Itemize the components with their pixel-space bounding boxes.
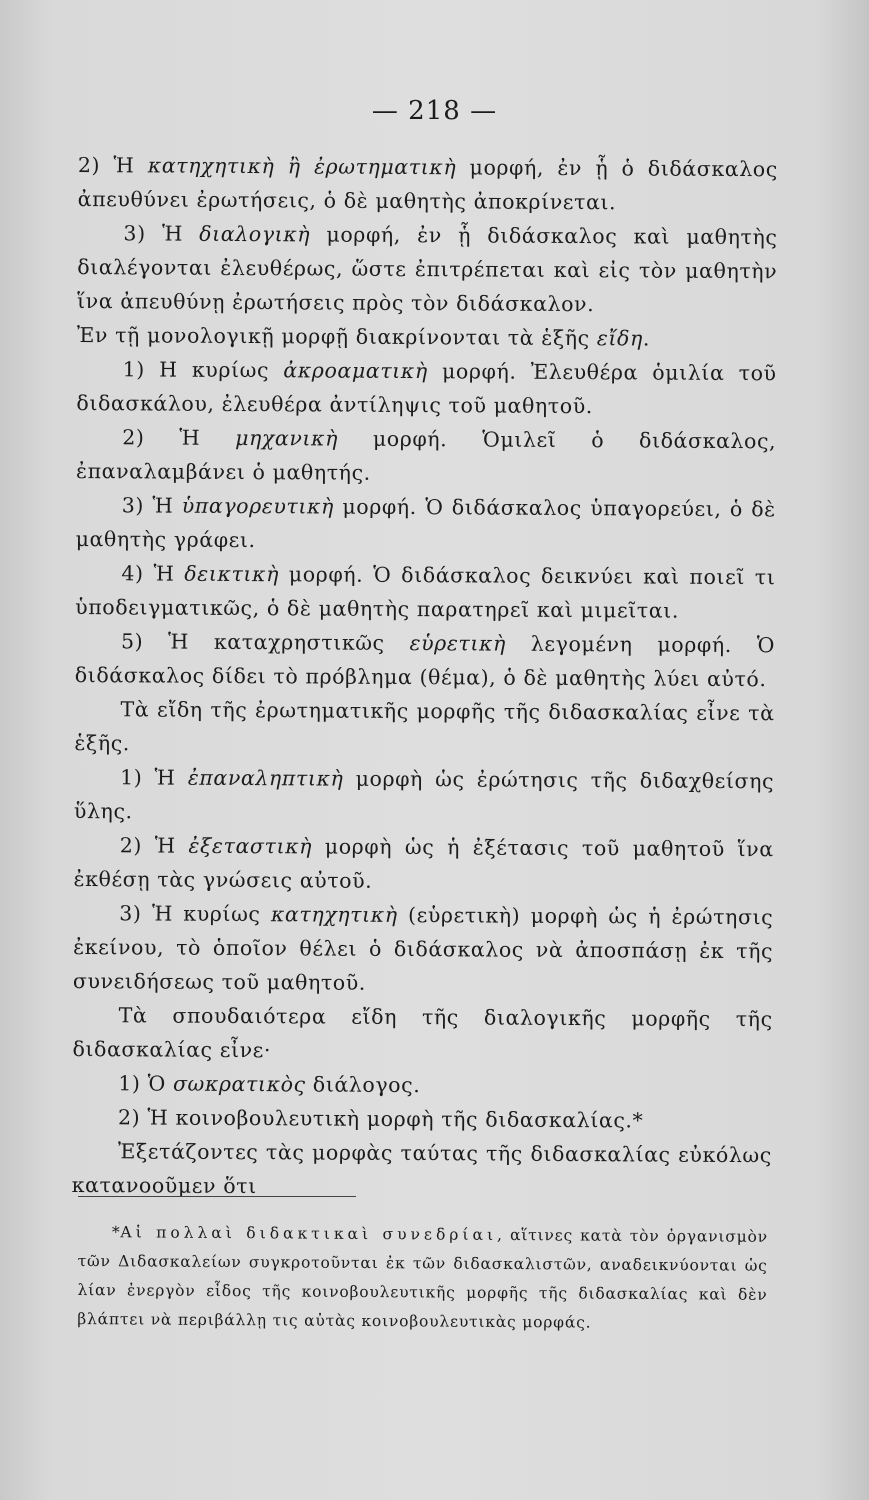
italic-term: κατηχητικὴ ἢ ἐρωτηματικὴ — [147, 153, 457, 180]
paragraph-13 — [72, 998, 772, 1070]
footnote-spaced-text: Αἱ πολλαὶ διδακτικαὶ συνεδρίαι — [120, 1223, 498, 1244]
italic-term: μηχανικὴ — [235, 425, 339, 451]
paragraph-14 — [72, 1066, 772, 1104]
paragraph-5 — [76, 420, 776, 492]
main-text — [72, 148, 778, 1206]
text-run: 4) Ἡ — [121, 561, 185, 586]
text-run: 2) Ἡ — [122, 425, 236, 450]
paragraph-3 — [77, 318, 777, 356]
paragraph-9 — [74, 692, 774, 764]
text-run: λεγομένη μορφή. Ὁ διδάσκαλος δίδει τὸ πρόβλημα (θέμα), ὁ δὲ μαθητὴς λύει αὐτό. — [74, 631, 776, 692]
text-run: μορφή, ἐν ᾗ ὁ διδάσκαλος ἀπευθύνει ἐρωτήσεις, ὁ δὲ μαθητὴς ἀποκρίνεται. — [77, 155, 778, 215]
text-run: μορφὴ ὡς ἡ ἐξέτασις τοῦ μαθητοῦ ἵνα ἐκθέσῃ τὰς γνώσεις αὐτοῦ. — [73, 834, 774, 893]
page-number: — 218 — — [371, 96, 498, 126]
text-run: 2) Ἡ — [119, 833, 189, 858]
italic-term: κατηχητικὴ — [270, 902, 398, 927]
paragraph-2 — [77, 216, 778, 322]
text-run: 3) Ἡ κυρίως — [119, 901, 272, 927]
text-run: μορφή. Ὁ διδάσκαλος δεικνύει καὶ ποιεῖ τι ὑποδειγματικῶς, ὁ δὲ μαθητὴς παρατηρεῖ καὶ μιμεῖται. — [75, 562, 776, 623]
footnote — [77, 1218, 768, 1339]
text-run: μορφή, ἐν ᾗ διδάσκαλος καὶ μαθητὴς διαλέγονται ἐλευθέρως, ὥστε ἐπιτρέπεται καὶ εἰς τὸν μαθητὴν ἵνα ἀπευθύνῃ ἐρωτήσεις πρὸς τὸν διδάσκαλον. — [76, 222, 778, 317]
text-run: μορφή. Ὁ διδάσκαλος ὑπαγορεύει, ὁ δὲ μαθητὴς γράφει. — [75, 494, 776, 553]
text-run: μορφή. Ἐλευθέρα ὁμιλία τοῦ διδασκάλου, ἐλευθέρα ἀντίληψις τοῦ μαθητοῦ. — [76, 359, 777, 419]
paragraph-10 — [74, 760, 774, 832]
italic-term: εὑρετικὴ — [409, 631, 507, 656]
text-run: 3) Ἡ — [123, 221, 200, 246]
italic-term: σωκρατικὸς — [172, 1071, 306, 1097]
italic-term: ἐπαναληπτικὴ — [187, 765, 344, 791]
paragraph-12 — [73, 896, 774, 1002]
italic-term: δεικτικὴ — [184, 561, 280, 587]
text-run: 3) Ἡ — [121, 493, 182, 518]
text-run: (εὑρετικὴ) μορφὴ ὡς ἡ ἐρώτησις ἐκείνου, τὸ ὁποῖον θέλει ὁ διδάσκαλος νὰ ἀποσπάσῃ ἐκ τῆς συνειδήσεως τοῦ μαθητοῦ. — [72, 902, 774, 995]
text-run: 5) Ἡ καταχρηστικῶς — [120, 629, 410, 656]
text-run: 1) Ὁ — [118, 1071, 174, 1096]
text-run: 1) Ἡ — [120, 765, 188, 790]
paragraph-11 — [73, 828, 773, 900]
text-run: Τὰ εἴδη τῆς ἐρωτηματικῆς μορφῆς τῆς διδασκαλίας εἶνε τὰ ἑξῆς. — [74, 697, 775, 756]
italic-term: ἐξεταστικὴ — [188, 833, 313, 859]
text-run: μορφὴ ὡς ἐρώτησις τῆς διδαχθείσης ὕλης. — [73, 766, 775, 824]
italic-term: διαλογικὴ — [199, 221, 311, 247]
text-run: Τὰ σπουδαιότερα εἴδη τῆς διαλογικῆς μορφῆς τῆς διδασκαλίας εἶνε· — [72, 1003, 773, 1063]
italic-term: εἴδη — [596, 326, 643, 351]
text-run: 1) Η κυρίως — [122, 357, 284, 383]
paragraph-1 — [78, 148, 778, 220]
footnote-text: , αἵτινες κατὰ τὸν ὀργανισμὸν τῶν Διδασκαλείων συγκροτοῦνται ἐκ τῶν διδασκαλιστῶν, αναδεικνύονται ὡς λίαν ἐνεργὸν εἶδος τῆς κοινοβουλευτικῆς μορφῆς τῆς διδασκαλίας καὶ δὲν βλάπτει νὰ περιβάλλῃ τις αὐτὰς κοινοβουλευτικὰς μορφάς. — [77, 1225, 768, 1332]
text-run: 2) Ἡ κοινοβουλευτικὴ μορφὴ τῆς διδασκαλίας.* — [118, 1105, 644, 1133]
paragraph-15 — [72, 1100, 772, 1138]
paragraph-4 — [76, 352, 776, 424]
text-run: Ἐν τῇ μονολογικῇ μορφῇ διακρίνονται τὰ ἑξῆς — [76, 322, 597, 351]
text-run: . — [642, 326, 651, 351]
footnote-divider — [78, 1196, 356, 1197]
paragraph-6 — [76, 488, 776, 560]
paragraph-7 — [75, 556, 775, 628]
paragraph-8 — [75, 624, 775, 696]
text-run: Ἐξετάζοντες τὰς μορφὰς ταύτας τῆς διδασκαλίας εὐκόλως κατανοοῦμεν ὅτι — [71, 1139, 772, 1199]
italic-term: ὑπαγορευτικὴ — [181, 493, 335, 519]
footnote-marker: * — [111, 1223, 121, 1242]
text-run: μορφή. Ὁμιλεῖ ὁ διδάσκαλος, ἐπαναλαμβάνει ὁ μαθητής. — [75, 426, 777, 485]
italic-term: ἀκροαματικὴ — [283, 358, 428, 384]
text-run: 2) Ἡ — [77, 152, 148, 178]
text-run: διάλογος. — [305, 1072, 421, 1098]
